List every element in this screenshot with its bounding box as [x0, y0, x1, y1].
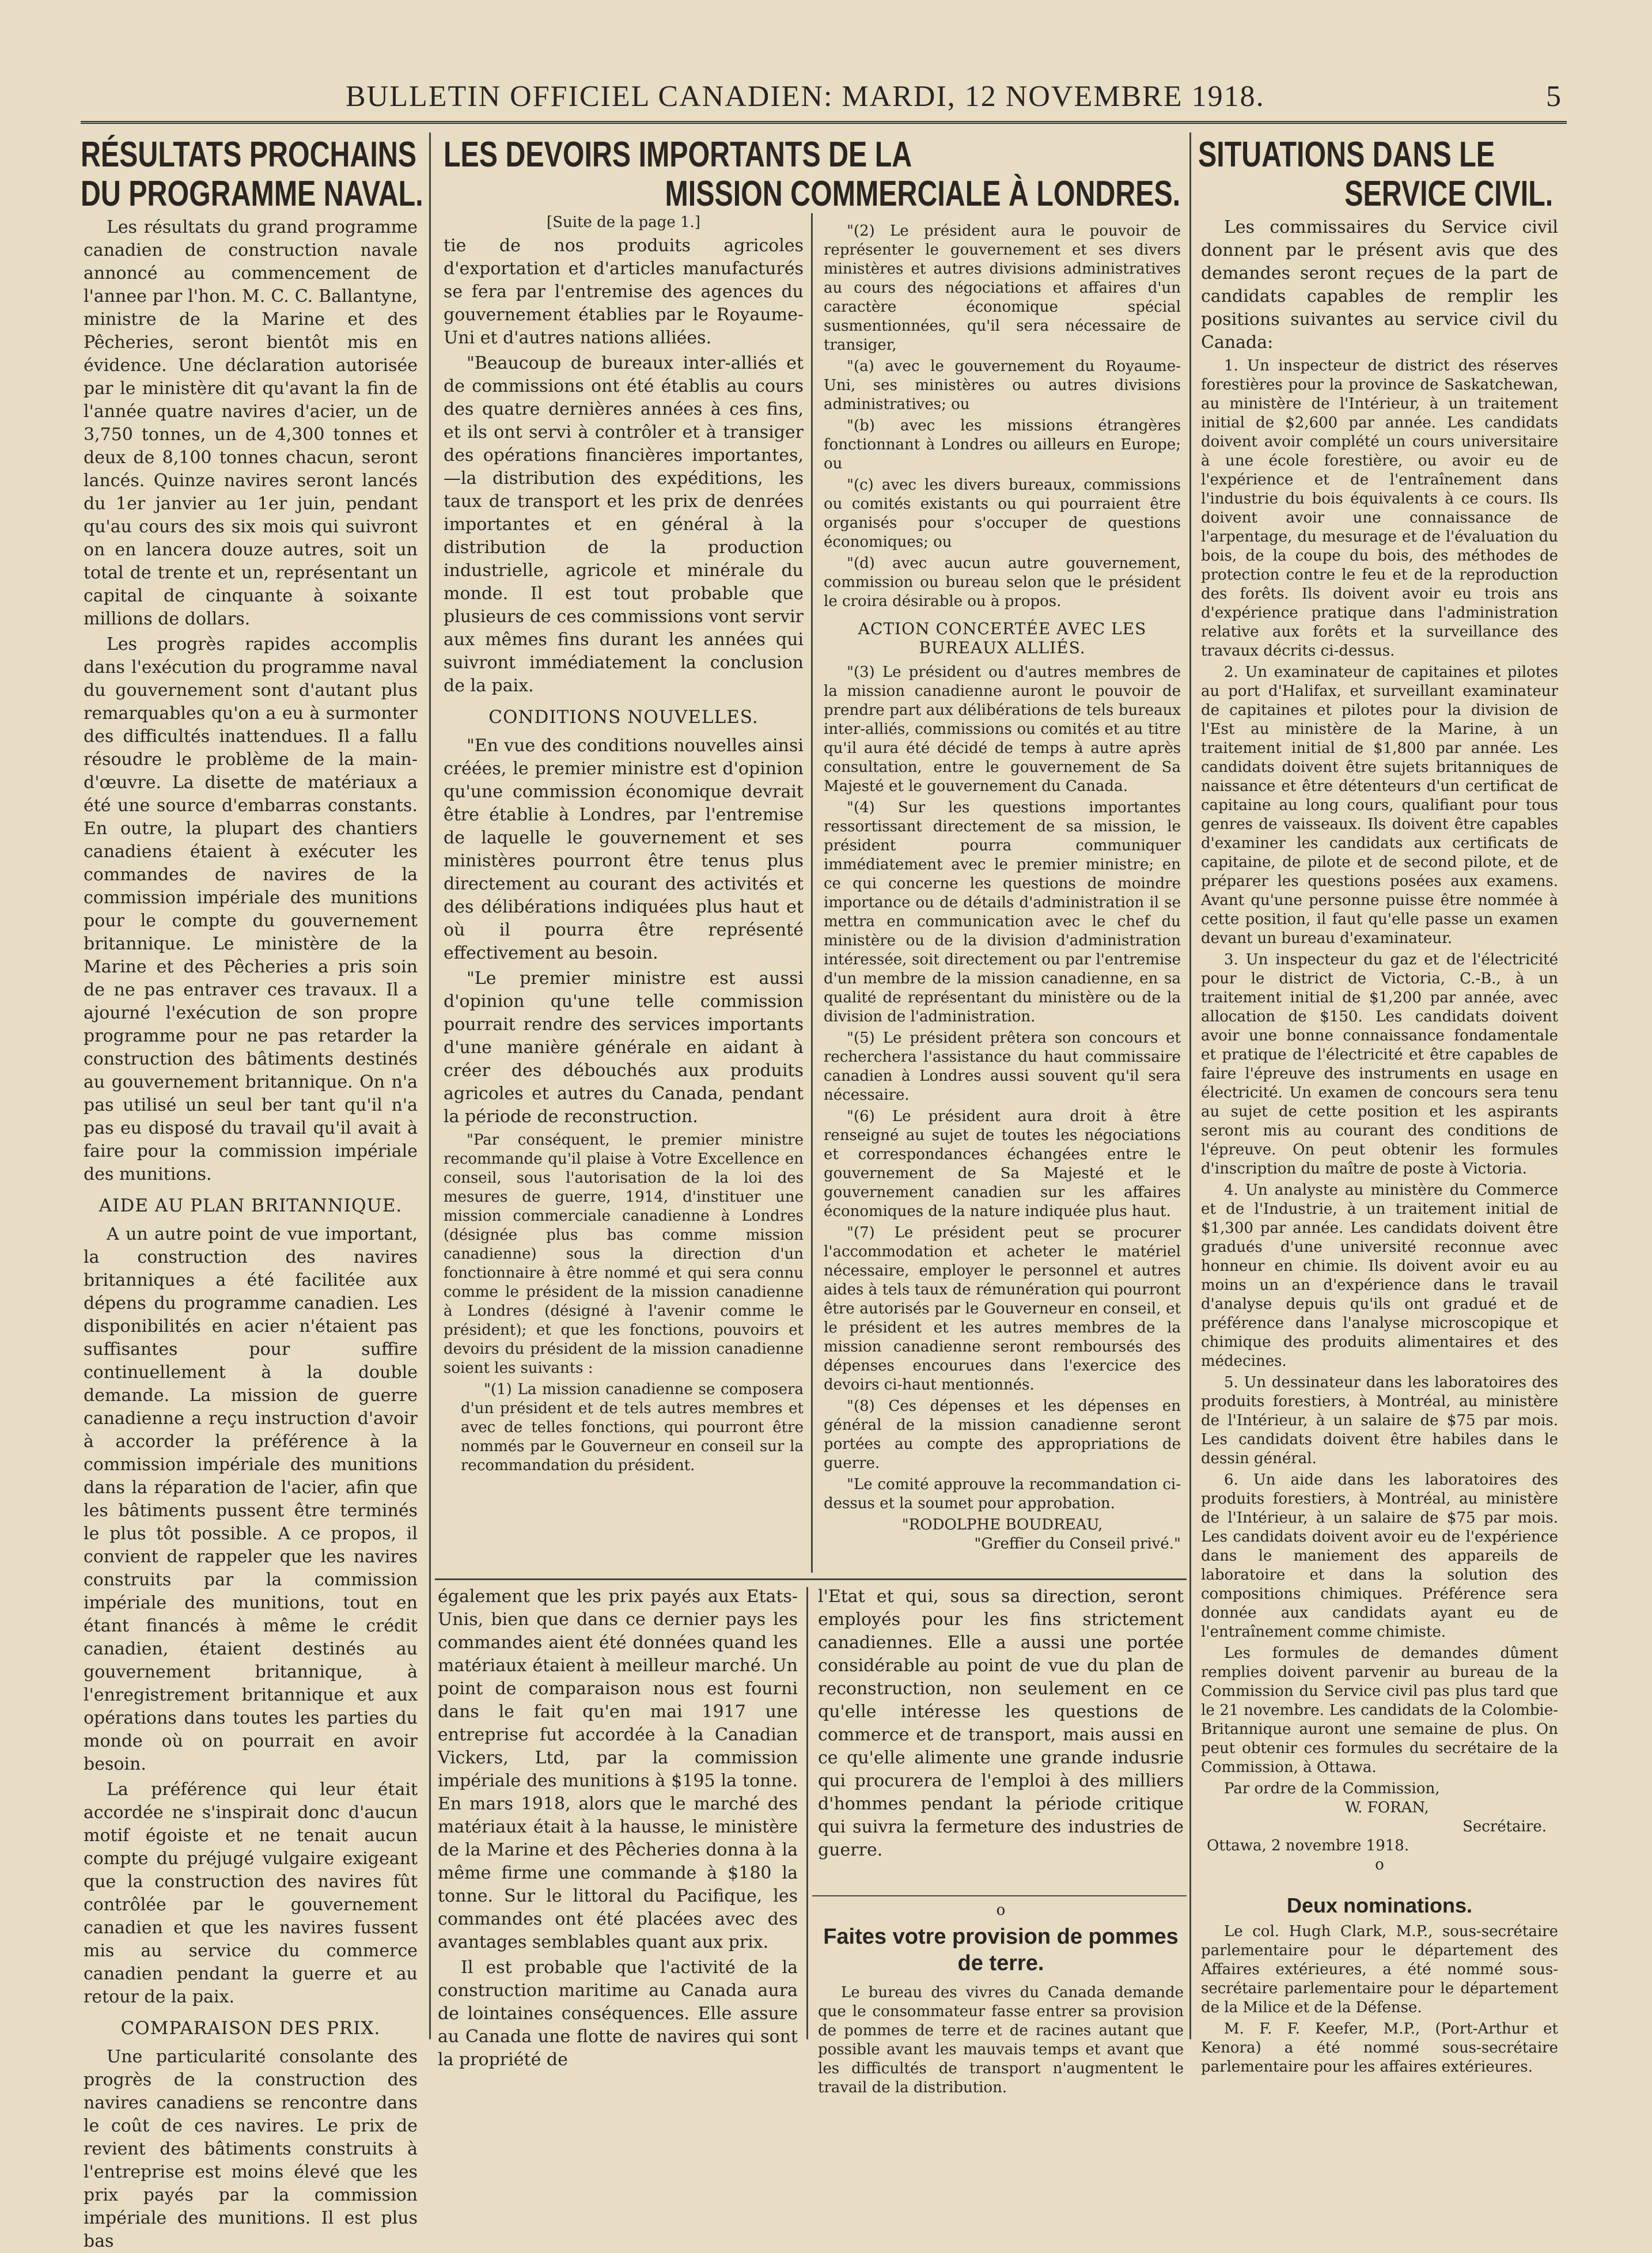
- pommes-text: Le bureau des vivres du Canada demande que le consommateur fasse entrer sa provision de pommes de terre et de racines autant que possible avant les mauvais temps et avant que les difficultés de transport n'augmentent le travail de la distribution.: [818, 1984, 1184, 2096]
- mission-headline-line-2: MISSION COMMERCIALE À LONDRES.: [665, 174, 1181, 214]
- civil-headline-line-2: SERVICE CIVIL.: [1344, 174, 1554, 214]
- naval-paragraph: A un autre point de vue important, la construction des navires britanniques a été facilitée aux dépens du programme canadien. Les disponibilités en acier n'étaient pas suffisantes pour suffire continuellement à la double demande. La mission de guerre canadienne a reçu instruction d'avoir à accorder la préférence à la commission impériale des munitions dans la réparation de l'acier, afin que les bâtiments pussent être terminés le plus tôt possible. A ce propos, il convient de rappeler que les navires construits par la commission impériale des munitions, tout en étant financés à même le crédit canadien, étaient destinés au gouvernement britannique, à l'enregistrement britannique et aux opérations dans toutes les parties du monde où on pourrait en avoir besoin.: [84, 1224, 418, 1774]
- naval-paragraph: Les résultats du grand programme canadien de construction navale annoncé au commencement de l'annee par l'hon. M. C. C. Ballantyne, ministre de la Marine et des Pêcheries, seront bientôt mis en évidence. Une déclaration autorisée par le ministère dit qu'avant la fin de l'année quatre navires d'acier, un de 3,750 tonnes, un de 4,300 tonnes et deux de 8,100 tonnes chacun, seront lancés. Quinze navires seront lancés du 1er janvier au 1er juin, pendant qu'au cours des six mois qui suivront on en lancera douze autres, soit un total de trente et un, représentant un capital de cinquante à soixante millions de dollars.: [84, 217, 418, 629]
- mission-paragraph: "Le premier ministre est aussi d'opinion qu'une telle commission pourrait rendre des services importants d'une manière générale en aidant à créer des débouchés aux produits agricoles et autres du Canada, pendant la période de reconstruction.: [444, 968, 804, 1127]
- civil-order: Par ordre de la Commission,: [1224, 1780, 1440, 1797]
- civil-item: 4. Un analyste au ministère du Commerce et de l'Industrie, à un traitement initial de $1,300 par année. Les candidats doivent être gradués d'une université reconnue avec honneur en chimie. Ils doivent avoir eu au moins un an d'expérience dans le travail d'analyse depuis qu'ils ont gradué et de préférence dans l'analyse microscopique et chimique des produits alimentaires et des médecines.: [1201, 1182, 1558, 1370]
- naval-continuation-2: [818, 1585, 1184, 1885]
- civil-headline-line-1: SITUATIONS DANS LE: [1198, 135, 1495, 175]
- naval-subheading: COMPARAISON DES PRIX.: [120, 2018, 381, 2039]
- mission-order-text: "(a) avec le gouvernement du Royaume-Uni, ses ministères ou autres divisions administratives; ou: [824, 358, 1181, 413]
- mission-order-text: "(5) Le président prêtera son concours et recherchera l'assistance du haut commissaire canadien à Londres aussi souvent qu'il sera nécessaire.: [824, 1029, 1181, 1104]
- mission-order-text: "(6) Le président aura droit à être renseigné au sujet de toutes les négociations et correspondances échangées entre le gouvernement de Sa Majesté et le gouvernement canadien sur les affaires économiques de la nature indiquée plus haut.: [824, 1108, 1181, 1220]
- mission-order-text: "(4) Sur les questions importantes ressortissant directement de sa mission, le président pourra communiquer immédiatement avec le premier ministre; en ce qui concerne les questions de moindre importance ou de détails d'administration il se mettra en communication avec le chef du ministère ou de la division d'administration intéressée, soit directement ou par l'entremise d'un membre de la mission canadienne, en sa qualité de représentant du ministère ou de la division de l'administration.: [824, 799, 1181, 1025]
- civil-divider: o: [1375, 1856, 1384, 1873]
- mission-paragraph: "Beaucoup de bureaux inter-alliés et de commissions ont été établis au cours des quatre dernières années à ces fins, et ils ont servi à contrôler et à transiger des opérations financières importantes,—la distribution des expéditions, les taux de transport et les prix de denrées importantes et en général à la distribution de la production industrielle, agricole et minérale du monde. Il est tout probable que plusieurs de ces commissions vont servir aux mêmes fins durant les années qui suivront immédiatement la conclusion de la paix.: [444, 353, 804, 696]
- mission-paragraph: tie de nos produits agricoles d'exportation et d'articles manufacturés se fera par l'entremise des agences du gouvernement établies par le Royaume-Uni et d'autres nations alliées.: [444, 236, 804, 348]
- civil-signer-title: Secrétaire.: [1462, 1818, 1547, 1835]
- mission-headline: [444, 135, 1180, 214]
- mission-order-text: "(1) La mission canadienne se composera d'un président et de tels autres membres et avec de telles fonctions, qui pourront être nommés par le Gouverneur en conseil sur la recommandation du président.: [461, 1381, 804, 1474]
- mission-subheading: CONDITIONS NOUVELLES.: [488, 707, 759, 728]
- civil-item: 6. Un aide dans les laboratoires des produits forestiers, à Montréal, au ministère de l'Intérieur, à un salaire de $75 par mois. Les candidats doivent avoir eu de l'expérience dans le maniement des appareils de laboratoire et dans la solution des compositions chimiques. Préférence sera donnée aux candidats ayant eu de l'entraînement comme chimiste.: [1201, 1471, 1558, 1641]
- civil-headline: [1198, 135, 1553, 214]
- civil-item: 1. Un inspecteur de district des réserves forestières pour la province de Saskatchewan, au ministère de l'Intérieur, à un traitement initial de $2,600 par année. Les candidats doivent avoir complété un cours universitaire à une école forestière, ou avoir eu de l'expérience et de l'entraînement dans l'industrie du bois équivalents à ce cours. Ils doivent avoir une connaissance de l'arpentage, du mesurage et de l'évaluation du bois, de la coupe du bois, des méthodes de protection contre le feu et de la reproduction des forêts. Ils doivent avoir eu trois ans d'expérience pratique dans l'administration relative aux forêts et la surveillance des travaux décrits ci-dessus.: [1201, 357, 1558, 660]
- section-rule: [435, 1578, 1187, 1580]
- civil-signer: W. FORAN,: [1345, 1799, 1429, 1816]
- naval-paragraph: La préférence qui leur était accordée ne s'inspirait donc d'aucun motif égoiste et ne tenait aucun compte du préjugé vulgaire exigeant que la construction des navires fût contrôlée par le gouvernement canadien et que les navires fussent mis au service du commerce canadien pendant la guerre et au retour de la paix.: [84, 1779, 418, 2007]
- continued-from-label: [Suite de la page 1.]: [547, 214, 700, 231]
- mission-signature-title: "Greffier du Conseil privé.": [974, 1535, 1181, 1553]
- civil-item: 3. Un inspecteur du gaz et de l'électricité pour le district de Victoria, C.-B., à un traitement initial de $1,200 par année, avec allocation de $150. Les candidats doivent avoir une bonne connaissance fondamentale et pratique de l'électricité et être capables de faire l'épreuve des instruments en usage en électricité. Un examen de concours sera tenu au sujet de cette position et les aspirants seront mis au courant des conditions de l'épreuve. On peut obtenir les formules d'inscription du maître de poste à Victoria.: [1201, 951, 1558, 1177]
- nominations-notice: [1201, 1892, 1558, 2077]
- mission-headline-line-1: LES DEVOIRS IMPORTANTS DE LA: [444, 135, 912, 175]
- naval-paragraph: Les progrès rapides accomplis dans l'exécution du programme naval du gouvernement sont d'autant plus remarquables qu'on a eu à surmonter des difficultés inattendues. Il a fallu résoudre le problème de la main-d'œuvre. La disette de matériaux a été une source d'embarras constants. En outre, la plupart des chantiers canadiens étaient à exécuter les commandes de navires de la commission impériale des munitions pour le compte du gouvernement britannique. Le ministère de la Marine et des Pêcheries a pris soin de ne pas entraver ces travaux. Il a ajourné l'exécution de son propre programme pour ne pas retarder la construction des bâtiments destinés au gouvernement britannique. On n'a pas utilisé un seul ber tant qu'il n'a pas eu disposé du travail qu'il avait à faire pour la commission impériale des munitions.: [84, 634, 418, 1184]
- naval-paragraph: l'Etat et qui, sous sa direction, seront employés pour les fins strictement canadiennes. Elle a aussi une portée considérable au point de vue du plan de reconstruction, non seulement en ce qu'elle intéresse les questions de commerce et de transport, mais aussi en ce qu'elle alimente une grande indusrie qui procurera de l'emploi à des milliers d'hommes pendant la période critique qui suivra la fermeture des industries de guerre.: [818, 1586, 1184, 1860]
- page-number: 5: [1546, 80, 1561, 113]
- civil-intro: Les commissaires du Service civil donnent par le présent avis que des demandes seront reçues de la part de candidats capables de remplir les positions suivantes au service civil du Canada:: [1201, 217, 1558, 353]
- naval-paragraph: Une particularité consolante des progrès de la construction des navires canadiens se rencontre dans le coût de ces navires. Le prix de revient des bâtiments construits à l'entreprise est moins élevé que les prix payés par la commission impériale des munitions. Il est plus bas: [84, 2047, 418, 2251]
- naval-headline-line-1: RÉSULTATS PROCHAINS: [81, 135, 417, 175]
- mission-order-text: "(d) avec aucun autre gouvernement, commission ou bureau selon que le président le croira désirable ou à propos.: [824, 555, 1181, 610]
- naval-paragraph: également que les prix payés aux Etats-Unis, bien que dans ce dernier pays les commandes aient été données quand les matériaux étaient à meilleur marché. Un point de comparaison nous est fourni dans le fait qu'en mai 1917 une entreprise fut accordée à la Canadian Vickers, Ltd, par la commission impériale des munitions à $195 la tonne. En mars 1918, alors que le marché des matériaux était à la hausse, le ministère de la Marine et des Pêcheries donna à la même firme une commande à $180 la tonne. Sur le littoral du Pacifique, les commandes ont été placées avec des avantages semblables quant aux prix.: [438, 1586, 798, 1952]
- mission-column-1: [444, 213, 804, 1573]
- mission-order-text: "(c) avec les divers bureaux, commissions ou comités existants ou qui pourraient être organisés pour s'occuper de questions économiques; ou: [824, 476, 1181, 551]
- nominations-paragraph: Le col. Hugh Clark, M.P., sous-secrétaire parlementaire pour le département des Affaires extérieures, a été nommé sous-secrétaire parlementaire pour le département de la Milice et de la Défense.: [1201, 1923, 1558, 2016]
- naval-continuation-1: [438, 1585, 798, 2070]
- page-header: [81, 75, 1567, 124]
- civil-item: 2. Un examinateur de capitaines et pilotes au port d'Halifax, et surveillant examinateur de capitaines et pilotes pour la division de l'Est au ministère de la Marine, à un traitement initial de $1,800 par année. Les candidats doivent être sujets britanniques de naissance et être détenteurs d'un certificat de capitaine au long cours, qualifiant pour tous genres de vaisseaux. Ils doivent être capables d'examiner les candidats aux certificats de capitaine, de pilote et de second pilote, et de préparer les questions posées aux examens. Avant qu'une personne puisse être nommée à cette position, il faut qu'elle passe un examen devant un bureau d'examinateur.: [1201, 664, 1558, 947]
- nominations-headline: Deux nominations.: [1286, 1894, 1473, 1917]
- naval-headline-line-2: DU PROGRAMME NAVAL.: [81, 174, 423, 214]
- mission-signature-name: "RODOLPHE BOUDREAU,: [901, 1516, 1103, 1533]
- mission-order-text: "(3) Le président ou d'autres membres de la mission canadienne auront le pouvoir de prendre part aux délibérations de tels bureaux inter-alliés, commissions ou comités et au titre qu'il aura été décidé de temps à autre après consultation, entre le gouvernement de Sa Majesté et le gouvernement du Canada.: [824, 664, 1181, 795]
- civil-item: 5. Un dessinateur dans les laboratoires des produits forestiers, à Montréal, au ministère de l'Intérieur, à un salaire de $75 par mois. Les candidats doivent être habiles dans le dessin général.: [1201, 1374, 1558, 1467]
- naval-article-body: [84, 216, 418, 2251]
- pommes-notice: [818, 1901, 1184, 2097]
- naval-subheading: AIDE AU PLAN BRITANNIQUE.: [98, 1195, 403, 1216]
- pommes-divider: o: [996, 1902, 1006, 1919]
- newspaper-header-title: BULLETIN OFFICIEL CANADIEN: MARDI, 12 NOVEMBRE 1918.: [346, 80, 1265, 113]
- section-rule: [812, 1895, 1187, 1896]
- column-rule: [806, 1587, 808, 2039]
- pommes-headline: Faites votre provision de pommes de terre.: [823, 1925, 1179, 1975]
- mission-order-text: "(8) Ces dépenses et les dépenses en général de la mission canadienne seront portées au compte des appropriations de guerre.: [824, 1398, 1181, 1472]
- naval-headline: [81, 135, 422, 214]
- nominations-paragraph: M. F. F. Keefer, M.P., (Port-Arthur et Kenora) a été nommé sous-secrétaire parlementaire pour les affaires extérieures.: [1201, 2020, 1558, 2076]
- column-rule: [811, 213, 813, 1573]
- mission-subheading: ACTION CONCERTÉE AVEC LES BUREAUX ALLIÉS.: [858, 619, 1147, 657]
- civil-article-body: [1201, 216, 1558, 1873]
- mission-order-text: "Le comité approuve la recommandation ci-dessus et la soumet pour approbation.: [824, 1476, 1181, 1512]
- mission-order-text: "(b) avec les missions étrangères fonctionnant à Londres ou ailleurs en Europe; ou: [824, 417, 1181, 472]
- mission-order-text: "(2) Le président aura le pouvoir de représenter le gouvernement et ses divers ministères et autres divisions administratives au cours des négociations et affaires d'un caractère économique spécial susmentionnées, qu'il sera nécessaire de transiger,: [824, 222, 1181, 354]
- civil-item: Les formules de demandes dûment remplies doivent parvenir au bureau de la Commission du Service civil pas plus tard que le 21 novembre. Les candidats de la Colombie-Britannique auront une semaine de plus. On peut obtenir ces formules du secrétaire de la Commission, à Ottawa.: [1201, 1645, 1558, 1776]
- mission-order-text: "(7) Le président peut se procurer l'accommodation et acheter le matériel nécessaire, employer le personnel et autres aides à tels taux de rémunération qui pourront être autorisés par le Gouverneur en conseil, et le président et les autres membres de la mission canadienne seront remboursés des dépenses encourues dans l'exercice des devoirs ci-haut mentionnés.: [824, 1224, 1181, 1394]
- mission-paragraph: "En vue des conditions nouvelles ainsi créées, le premier ministre est d'opinion qu'une commission économique devrait être établie à Londres, par l'entremise de laquelle le gouvernement et ses ministères pourront être tenus plus directement au courant des activités et des délibérations indiquées plus haut et où il pourra être représenté effectivement au besoin.: [444, 736, 804, 963]
- column-rule: [1189, 132, 1191, 2039]
- civil-date: Ottawa, 2 novembre 1918.: [1207, 1837, 1409, 1854]
- mission-order-text: "Par conséquent, le premier ministre recommande qu'il plaise à Votre Excellence en conseil, sous l'autorisation de la loi des mesures de guerre, 1914, d'instituer une mission commerciale canadienne à Londres (désignée plus bas comme mission canadienne) sous la direction d'un fonctionnaire à être nommé et qui sera connu comme le président de la mission canadienne à Londres (désigné à l'avenir comme le président); et que les fonctions, pouvoirs et devoirs du président de la mission canadienne soient les suivants :: [444, 1131, 804, 1377]
- column-rule: [429, 132, 431, 2039]
- mission-column-2: [824, 222, 1181, 1573]
- naval-paragraph: Il est probable que l'activité de la construction maritime au Canada aura de lointaines conséquences. Elle assure au Canada une flotte de navires qui sont la propriété de: [438, 1957, 798, 2070]
